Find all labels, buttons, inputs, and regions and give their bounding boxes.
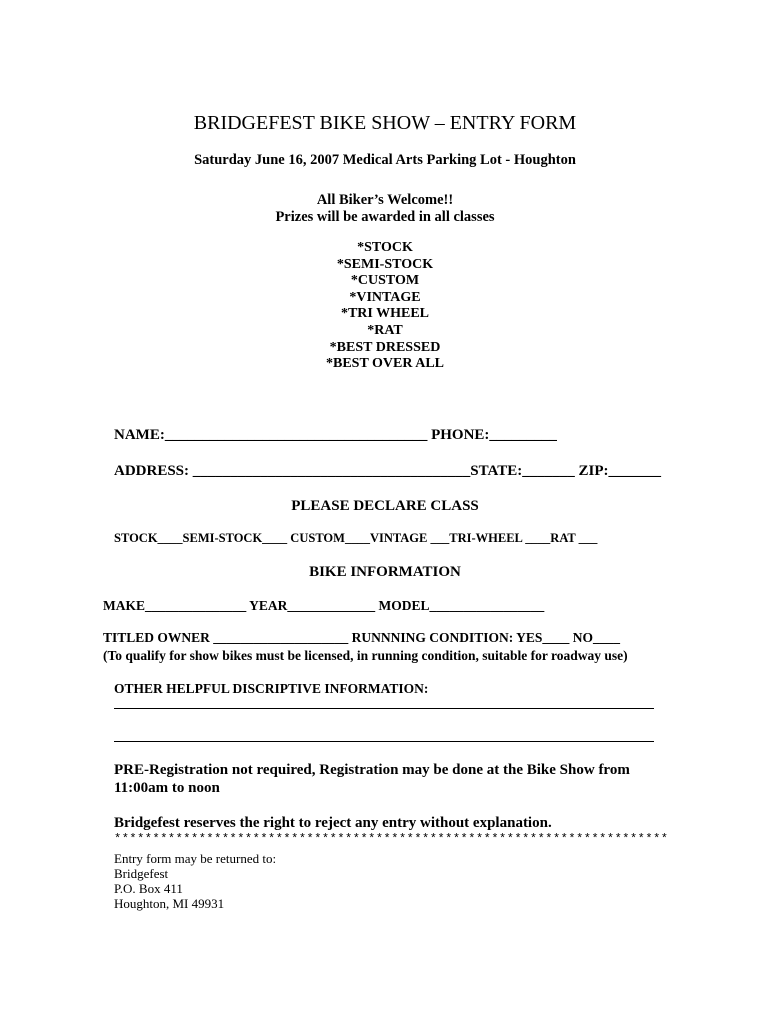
- class-item: *BEST DRESSED: [329, 339, 441, 355]
- qualify-note: (To qualify for show bikes must be licensed, in running condition, suitable for roadway use): [103, 648, 628, 663]
- bike-info-heading: BIKE INFORMATION: [309, 564, 461, 580]
- return-address: [114, 851, 276, 911]
- class-item: *CUSTOM: [350, 273, 420, 289]
- return-intro: Entry form may be returned to:: [114, 851, 277, 866]
- prizes-text: Prizes will be awarded in all classes: [275, 209, 495, 225]
- return-org: Bridgefest: [114, 866, 169, 881]
- declare-class-line[interactable]: STOCK____SEMI-STOCK____ CUSTOM____VINTAGE ___TRI-WHEEL ____RAT ___: [114, 531, 598, 545]
- owner-condition-field[interactable]: TITLED OWNER ____________________ RUNNNING CONDITION: YES____ NO____: [103, 630, 621, 645]
- name-phone-field[interactable]: NAME:___________________________________ PHONE:_________: [114, 427, 557, 443]
- reserve-right-note: Bridgefest reserves the right to reject any entry without explanation.: [114, 815, 552, 831]
- class-list: [0, 240, 770, 373]
- other-info-line-2[interactable]: [114, 741, 654, 742]
- class-item: *TRI WHEEL: [340, 306, 430, 322]
- page-title: BRIDGEFEST BIKE SHOW – ENTRY FORM: [193, 112, 577, 134]
- class-item: *BEST OVER ALL: [325, 356, 444, 372]
- welcome-block: [0, 192, 770, 226]
- other-info-line-1[interactable]: [114, 708, 654, 709]
- address-state-zip-field[interactable]: ADDRESS: _____________________________________STATE:_______ ZIP:_______: [114, 463, 661, 479]
- other-info-label: OTHER HELPFUL DISCRIPTIVE INFORMATION:: [114, 681, 429, 696]
- make-year-model-field[interactable]: MAKE_______________ YEAR_____________ MODEL_________________: [103, 598, 545, 613]
- class-item: *SEMI-STOCK: [336, 256, 434, 272]
- asterisk-divider: ************************************************************************: [114, 832, 669, 846]
- class-item: *RAT: [367, 322, 403, 338]
- pre-registration-line-2: 11:00am to noon: [114, 780, 220, 796]
- return-city: Houghton, MI 49931: [114, 896, 225, 911]
- event-date-location: Saturday June 16, 2007 Medical Arts Parking Lot - Houghton: [194, 152, 576, 168]
- class-item: *VINTAGE: [349, 289, 421, 305]
- welcome-text: All Biker’s Welcome!!: [316, 192, 454, 208]
- pre-registration-line-1: PRE-Registration not required, Registration may be done at the Bike Show from: [114, 762, 630, 778]
- return-po-box: P.O. Box 411: [114, 881, 183, 896]
- class-item: *STOCK: [357, 240, 413, 255]
- declare-class-heading: PLEASE DECLARE CLASS: [291, 498, 479, 514]
